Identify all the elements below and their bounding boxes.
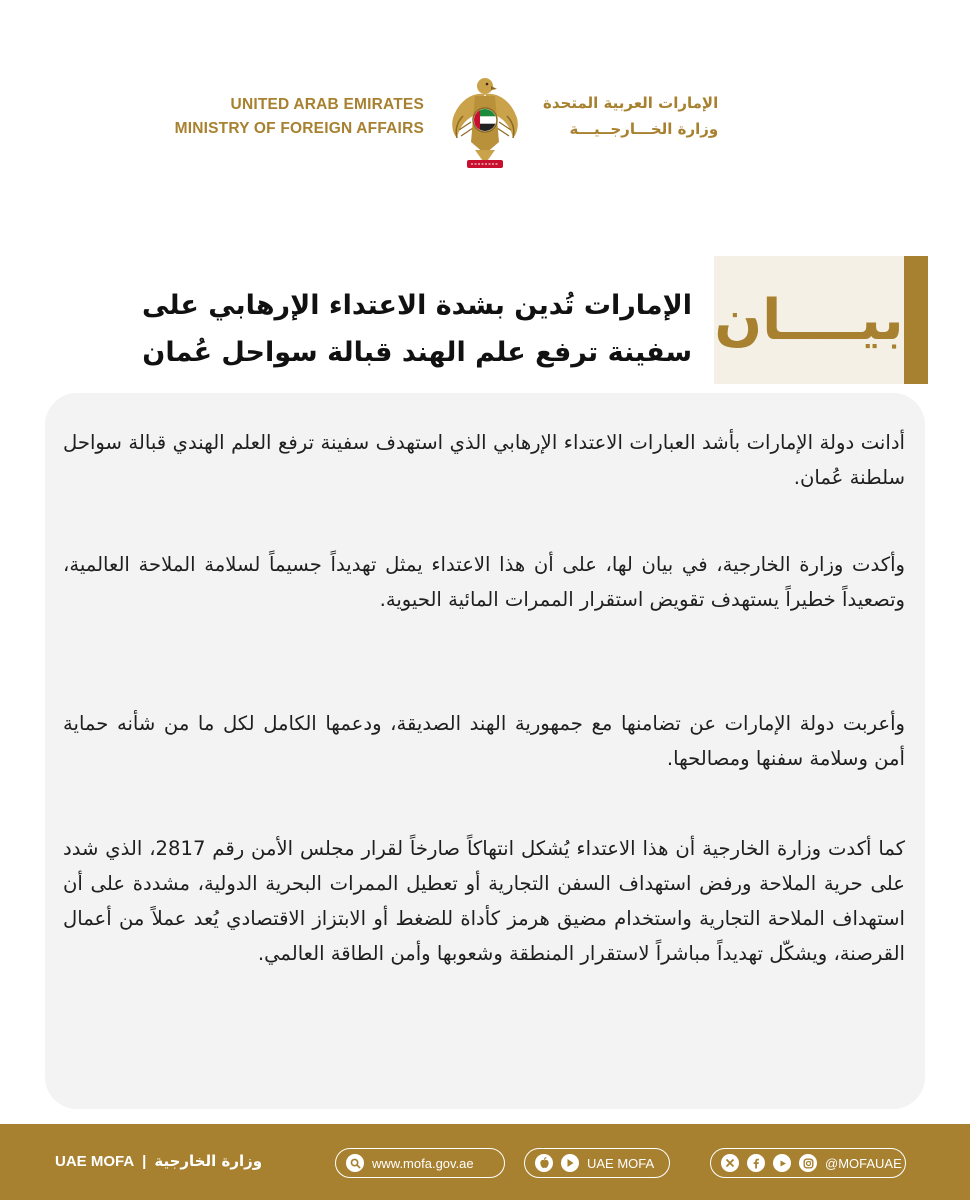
app-store-link[interactable] <box>524 1148 670 1178</box>
ministry-name-en <box>175 93 424 141</box>
ministry-name-ar <box>543 90 718 142</box>
ministry-en-line2: MINISTRY OF FOREIGN AFFAIRS <box>174 120 424 137</box>
header <box>0 60 970 180</box>
app-label: UAE MOFA <box>587 1155 655 1171</box>
paragraph-2: وأكدت وزارة الخارجية، في بيان لها، على أن هذا الاعتداء يمثل تهديداً جسيماً لسلامة الملاحة العالمية، وتصعيداً خطيراً يستهدف تقويض استقرار الممرات المائية الحيوية. <box>63 553 905 611</box>
website-link[interactable] <box>335 1148 505 1178</box>
headline-line1: الإمارات تُدين بشدة الاعتداء الإرهابي على <box>142 290 692 321</box>
social-handle: @MOFAUAE <box>825 1155 902 1171</box>
website-url: www.mofa.gov.ae <box>372 1155 474 1171</box>
social-links[interactable] <box>710 1148 906 1178</box>
footer-separator: | <box>142 1152 147 1170</box>
instagram-icon[interactable] <box>799 1154 817 1172</box>
ministry-ar-line2: وزارة الخـــارجــيـــة <box>569 120 719 138</box>
uae-emblem-icon <box>445 72 525 172</box>
ministry-en-line1: UNITED ARAB EMIRATES <box>230 96 424 113</box>
search-icon <box>346 1154 364 1172</box>
paragraph-1: أدانت دولة الإمارات بأشد العبارات الاعتداء الإرهابي الذي استهدف سفينة ترفع العلم الهندي قبالة سواحل سلطنة عُمان. <box>63 431 905 489</box>
ministry-ar-line1: الإمارات العربية المتحدة <box>543 94 719 112</box>
facebook-icon[interactable] <box>747 1154 765 1172</box>
youtube-icon[interactable] <box>773 1154 791 1172</box>
footer-brand-en: UAE MOFA <box>55 1152 135 1170</box>
footer <box>0 1124 970 1200</box>
statement-label: بيــــان <box>714 287 904 353</box>
paragraph-3: وأعربت دولة الإمارات عن تضامنها مع جمهورية الهند الصديقة، ودعمها الكامل لكل ما من شأنه حماية أمن وسلامة سفنها ومصالحها. <box>63 712 905 770</box>
apple-icon <box>535 1154 553 1172</box>
footer-brand <box>55 1152 262 1170</box>
play-store-icon <box>561 1154 579 1172</box>
footer-brand-ar: وزارة الخارجية <box>154 1152 263 1170</box>
headline-line2: سفينة ترفع علم الهند قبالة سواحل عُمان <box>142 337 692 368</box>
title-accent-bar <box>904 256 928 384</box>
paragraph-4: كما أكدت وزارة الخارجية أن هذا الاعتداء يُشكل انتهاكاً صارخاً لقرار مجلس الأمن رقم 2817، الذي شدد على حرية الملاحة ورفض استهداف السفن التجارية أو تعطيل الممرات البحرية الدولية، مشددة على أن استهداف الملاحة التجارية واستخدام مضيق هرمز كأداة للضغط أو الابتزاز الاقتصادي يُعد عملاً من أعمال القرصنة، ويشكّل تهديداً مباشراً لاستقرار المنطقة وشعوبها وأمن الطاقة العالمي. <box>63 837 905 965</box>
statement-label-box <box>714 256 928 384</box>
x-icon[interactable] <box>721 1154 739 1172</box>
page-title <box>42 282 692 376</box>
